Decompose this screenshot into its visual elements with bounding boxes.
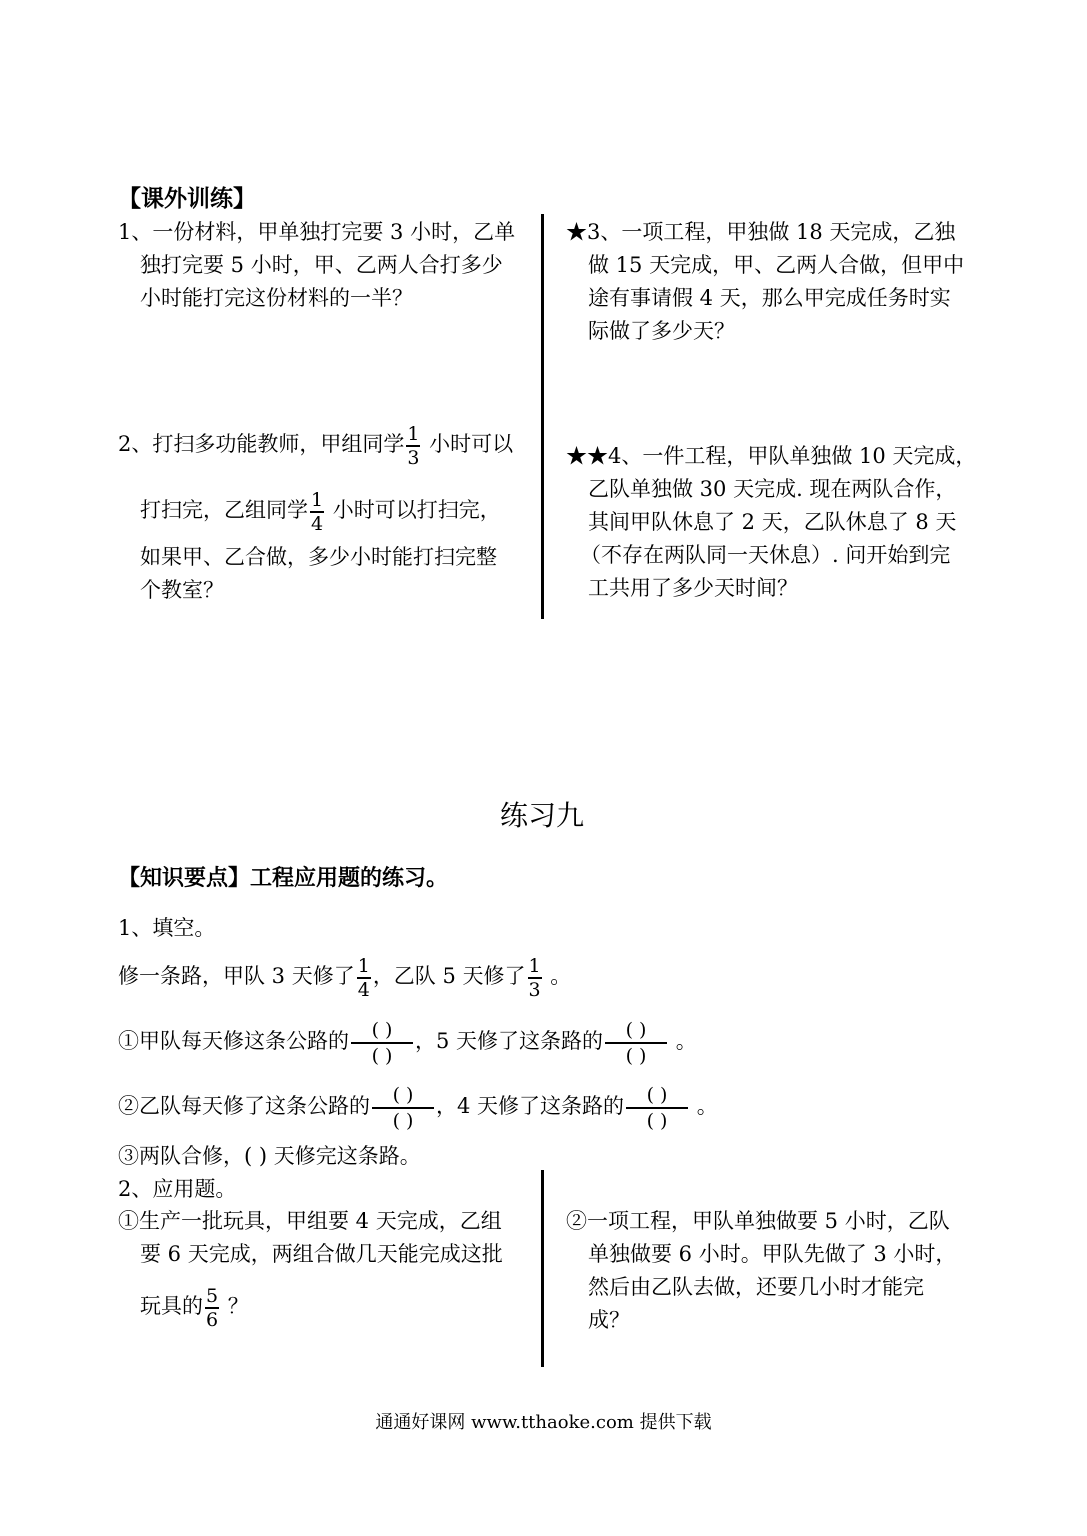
fraction: [528, 956, 542, 1000]
application-line: ②一项工程，甲队单独做要 5 小时，乙队: [566, 1209, 950, 1233]
fraction-denominator: 4: [311, 512, 324, 535]
answer-blank[interactable]: [605, 1020, 667, 1066]
question-3-line: 做 15 天完成，甲、乙两人合做，但甲中: [588, 253, 965, 277]
application-line: [140, 1280, 249, 1332]
application-line: 成？: [588, 1308, 630, 1332]
fraction: [310, 490, 324, 534]
fraction: [357, 956, 371, 1000]
blank-denominator: ( ): [392, 1109, 414, 1132]
fraction: [205, 1286, 219, 1330]
key-points-label: 【知识要点】: [118, 866, 251, 891]
blank-question-1: [118, 1015, 697, 1067]
question-4-line: 乙队单独做 30 天完成. 现在两队合作，: [588, 477, 957, 501]
fraction-numerator: 1: [407, 422, 420, 445]
question-1-line: 1、一份材料，甲单独打完要 3 小时，乙单: [118, 220, 516, 244]
fraction-numerator: 1: [357, 954, 370, 977]
application-line: 要 6 天完成，两组合做几天能完成这批: [140, 1242, 503, 1266]
road-text: 修一条路，甲队 3 天修了: [118, 964, 355, 988]
fraction-numerator: 5: [206, 1284, 219, 1307]
question-3-line: 途有事请假 4 天，那么甲完成任务时实: [588, 286, 951, 310]
fill-heading: 1、填空。: [118, 916, 216, 940]
fraction-numerator: 1: [528, 954, 541, 977]
blank-question-2: [118, 1080, 718, 1132]
fraction-denominator: 3: [407, 446, 420, 469]
blank-text: 。: [669, 1029, 697, 1053]
fraction-bar: [626, 1107, 688, 1109]
question-2-line: 如果甲、乙合做，多少小时能打扫完整: [140, 545, 497, 569]
road-statement: [118, 950, 571, 1002]
column-divider: [541, 1170, 544, 1367]
question-2-line: [140, 484, 501, 536]
question-4-line: ★★4、一件工程，甲队单独做 10 天完成，: [566, 444, 977, 468]
fraction: [406, 424, 420, 468]
blank-numerator: ( ): [646, 1083, 668, 1106]
question-2-line: [118, 418, 513, 470]
road-text: 。: [543, 964, 572, 988]
road-text: ，乙队 5 天修了: [372, 964, 526, 988]
fraction-bar: [372, 1107, 434, 1109]
application-line: ①生产一批玩具，甲组要 4 天完成，乙组: [118, 1209, 502, 1233]
blank-text: ，4 天修了这条路的: [436, 1094, 625, 1118]
fraction-denominator: 3: [528, 978, 541, 1001]
section-heading: 【课外训练】: [118, 186, 256, 212]
blank-numerator: ( ): [371, 1018, 393, 1041]
application-line: 单独做要 6 小时。甲队先做了 3 小时，: [588, 1242, 957, 1266]
question-2-text: 小时可以打扫完，: [326, 498, 501, 522]
application-heading: 2、应用题。: [118, 1177, 237, 1201]
fraction-denominator: 4: [357, 978, 370, 1001]
question-4-line: 工共用了多少天时间？: [588, 576, 798, 600]
question-3-line: 际做了多少天？: [588, 319, 735, 343]
column-divider: [541, 214, 544, 619]
blank-text: ①甲队每天修这条公路的: [118, 1029, 349, 1053]
question-2-text: 打扫完，乙组同学: [140, 498, 308, 522]
question-2-text: 小时可以: [422, 432, 514, 456]
blank-text: ②乙队每天修了这条公路的: [118, 1094, 370, 1118]
blank-numerator: ( ): [392, 1083, 414, 1106]
question-2-line: 个教室？: [140, 578, 224, 602]
key-points-text: 工程应用题的练习。: [250, 866, 449, 891]
blank-numerator: ( ): [625, 1018, 647, 1041]
question-3-line: ★3、一项工程，甲独做 18 天完成，乙独: [566, 220, 956, 244]
question-2-text: 2、打扫多功能教师，甲组同学: [118, 432, 405, 456]
question-4-line: （不存在两队同一天休息）. 问开始到完: [580, 543, 951, 567]
question-1-line: 独打完要 5 小时，甲、乙两人合打多少: [140, 253, 503, 277]
blank-denominator: ( ): [646, 1109, 668, 1132]
blank-denominator: ( ): [371, 1044, 393, 1067]
answer-blank[interactable]: [626, 1085, 688, 1131]
question-4-line: 其间甲队休息了 2 天，乙队休息了 8 天: [588, 510, 957, 534]
blank-text: 。: [690, 1094, 718, 1118]
blank-denominator: ( ): [625, 1044, 647, 1067]
blank-question-3: ③两队合修，( ) 天修完这条路。: [118, 1144, 421, 1168]
answer-blank[interactable]: [372, 1085, 434, 1131]
fraction-numerator: 1: [311, 488, 324, 511]
key-points: [118, 863, 448, 895]
application-text: ？: [221, 1294, 249, 1318]
answer-blank[interactable]: [351, 1020, 413, 1066]
fraction-denominator: 6: [206, 1308, 219, 1331]
fraction-bar: [351, 1042, 413, 1044]
question-1-line: 小时能打完这份材料的一半？: [140, 286, 413, 310]
blank-text: ，5 天修了这条路的: [415, 1029, 604, 1053]
application-text: 玩具的: [140, 1294, 203, 1318]
fraction-bar: [605, 1042, 667, 1044]
page-footer: 通通好课网 www.tthaoke.com 提供下载: [375, 1412, 712, 1433]
page-title: 练习九: [500, 799, 585, 832]
application-line: 然后由乙队去做，还要几小时才能完: [588, 1275, 924, 1299]
